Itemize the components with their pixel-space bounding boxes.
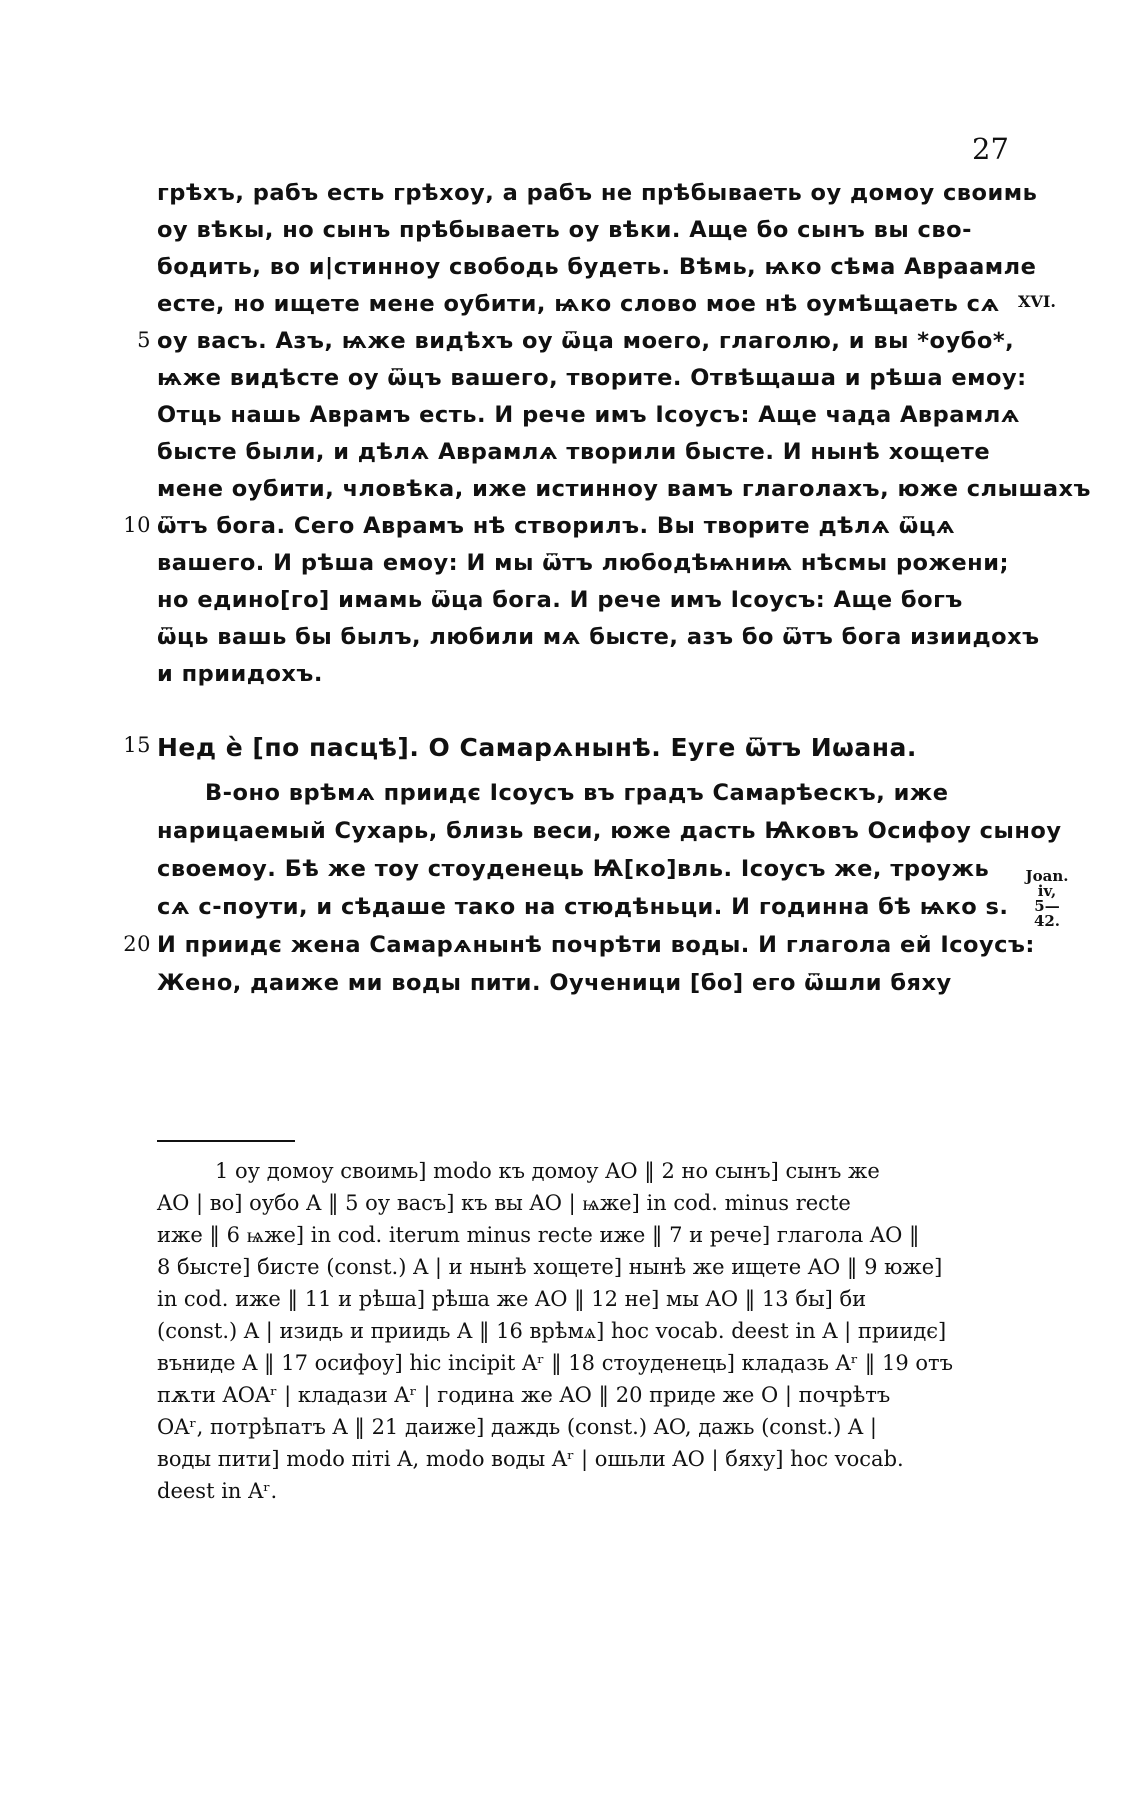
text-line: 5 оу васъ. Азъ, ѩже видѣхъ оу ѿца моего, глаголю, и вы *оубо*, xyxy=(137,328,1015,354)
text-line: ѿць вашь бы былъ, любили мѧ бысте, азъ бо ѿтъ бога изиидохъ xyxy=(157,624,1040,650)
text-line: оу вѣкы, но сынъ прѣбываеть оу вѣки. Аще бо сынъ вы сво- xyxy=(157,217,972,243)
page-number: 27 xyxy=(972,132,1009,166)
text-line: 10 ѿтъ бога. Сего Аврамъ нѣ створилъ. Вы творите дѣлѧ ѿцѧ xyxy=(123,513,956,539)
text-line: грѣхъ, рабъ есть грѣхоу, а рабъ не прѣбываеть оу домоу своимь xyxy=(157,180,1038,206)
text-line: 20 И приидє жена Самарѧнынѣ почрѣти воды. И глагола ей Iсоусъ: xyxy=(123,932,1035,958)
text-line: Жено, даиже ми воды пити. Оученици [бо] его ѿшли бяху xyxy=(157,970,952,996)
footnote-line: OAʳ, потрѣпатъ A ‖ 21 даиже] даждь (const.) AO, дажь (const.) A | xyxy=(157,1415,877,1439)
text-line: Отць нашь Аврамъ есть. И рече имъ Iсоусъ: Аще чада Аврамлѧ xyxy=(157,402,1021,428)
footnote-line: 8 бысте] бисте (const.) A | и нынѣ хощете] нынѣ же ищете AO ‖ 9 юже] xyxy=(157,1255,943,1279)
margin-reference-joan: Joan. iv, 5—42. xyxy=(1025,867,1069,930)
footnote-line: въниде A ‖ 17 осифоу] hic incipit Aʳ ‖ 18 стоуденець] кладазь Aʳ ‖ 19 отъ xyxy=(157,1351,953,1375)
text-line: нарицаемый Сухарь, близь веси, юже дасть Ѩковъ Осифоу сыноу xyxy=(157,818,1062,844)
footnote-line: AO | во] оубо A ‖ 5 оу васъ] къ вы AO | ѩже] in cod. minus recte xyxy=(157,1191,851,1215)
text-line: есте, но ищете мене оубити, ѩко слово мое нѣ оумѣщаеть сѧ xyxy=(157,291,1000,317)
text-line: бодить, во и|стинноу свободь будеть. Вѣмь, ѩко сѣма Авраамле xyxy=(157,254,1037,280)
text-line: ѩже видѣсте оу ѿцъ вашего, творите. Отвѣщаша и рѣша емоу: xyxy=(157,365,1027,391)
section-heading: 15 Нед ѐ [по пасцѣ]. О Самарѧнынѣ. Еуге ѿтъ Иѡана. xyxy=(123,733,917,762)
text-line: но едино[го] имамь ѿца бога. И рече имъ Iсоусъ: Аще богъ xyxy=(157,587,963,613)
footnote-divider xyxy=(157,1140,295,1142)
text-line: своемоу. Бѣ же тоу стоуденець Ѩ[ко]вль. Iсоусъ же, троужь xyxy=(157,856,990,882)
text-line: и приидохъ. xyxy=(157,661,323,687)
text-line: В-оно врѣмѧ приидє Iсоусъ въ градъ Самарѣескъ, иже xyxy=(205,780,949,806)
text-line: бысте были, и дѣлѧ Аврамлѧ творили бысте. И нынѣ хощете xyxy=(157,439,991,465)
footnote-line: пѫти AOAʳ | кладази Aʳ | година же AO ‖ 20 приде же O | почрѣтъ xyxy=(157,1383,891,1407)
text-line: вашего. И рѣша емоу: И мы ѿтъ любодѣѩниѩ нѣсмы рожени; xyxy=(157,550,1009,576)
footnote-line: deest in Aʳ. xyxy=(157,1479,278,1503)
footnote-line: иже ‖ 6 ѩже] in cod. iterum minus recte иже ‖ 7 и рече] глагола AO ‖ xyxy=(157,1223,920,1247)
margin-chapter-xvi: XVI. xyxy=(1018,292,1056,311)
footnote-line: 1 оу домоу своимь] modo къ домоу AO ‖ 2 но сынъ] сынъ же xyxy=(215,1159,880,1183)
footnote-line: воды пити] modo пiтi A, modo воды Aʳ | ошьли AO | бяху] hoc vocab. xyxy=(157,1447,904,1471)
text-line: сѧ с-поути, и сѣдаше тако на стюдѣньци. И годинна бѣ ѩко ѕ. xyxy=(157,894,1009,920)
footnote-line: in cod. иже ‖ 11 и рѣша] рѣша же AO ‖ 12 не] мы AO ‖ 13 бы] би xyxy=(157,1287,867,1311)
footnote-line: (const.) A | изидь и приидь A ‖ 16 врѣмѧ] hoc vocab. deest in A | приидє] xyxy=(157,1319,947,1343)
text-line: мене оубити, чловѣка, иже истинноу вамъ глаголахъ, юже слышахъ xyxy=(157,476,1091,502)
